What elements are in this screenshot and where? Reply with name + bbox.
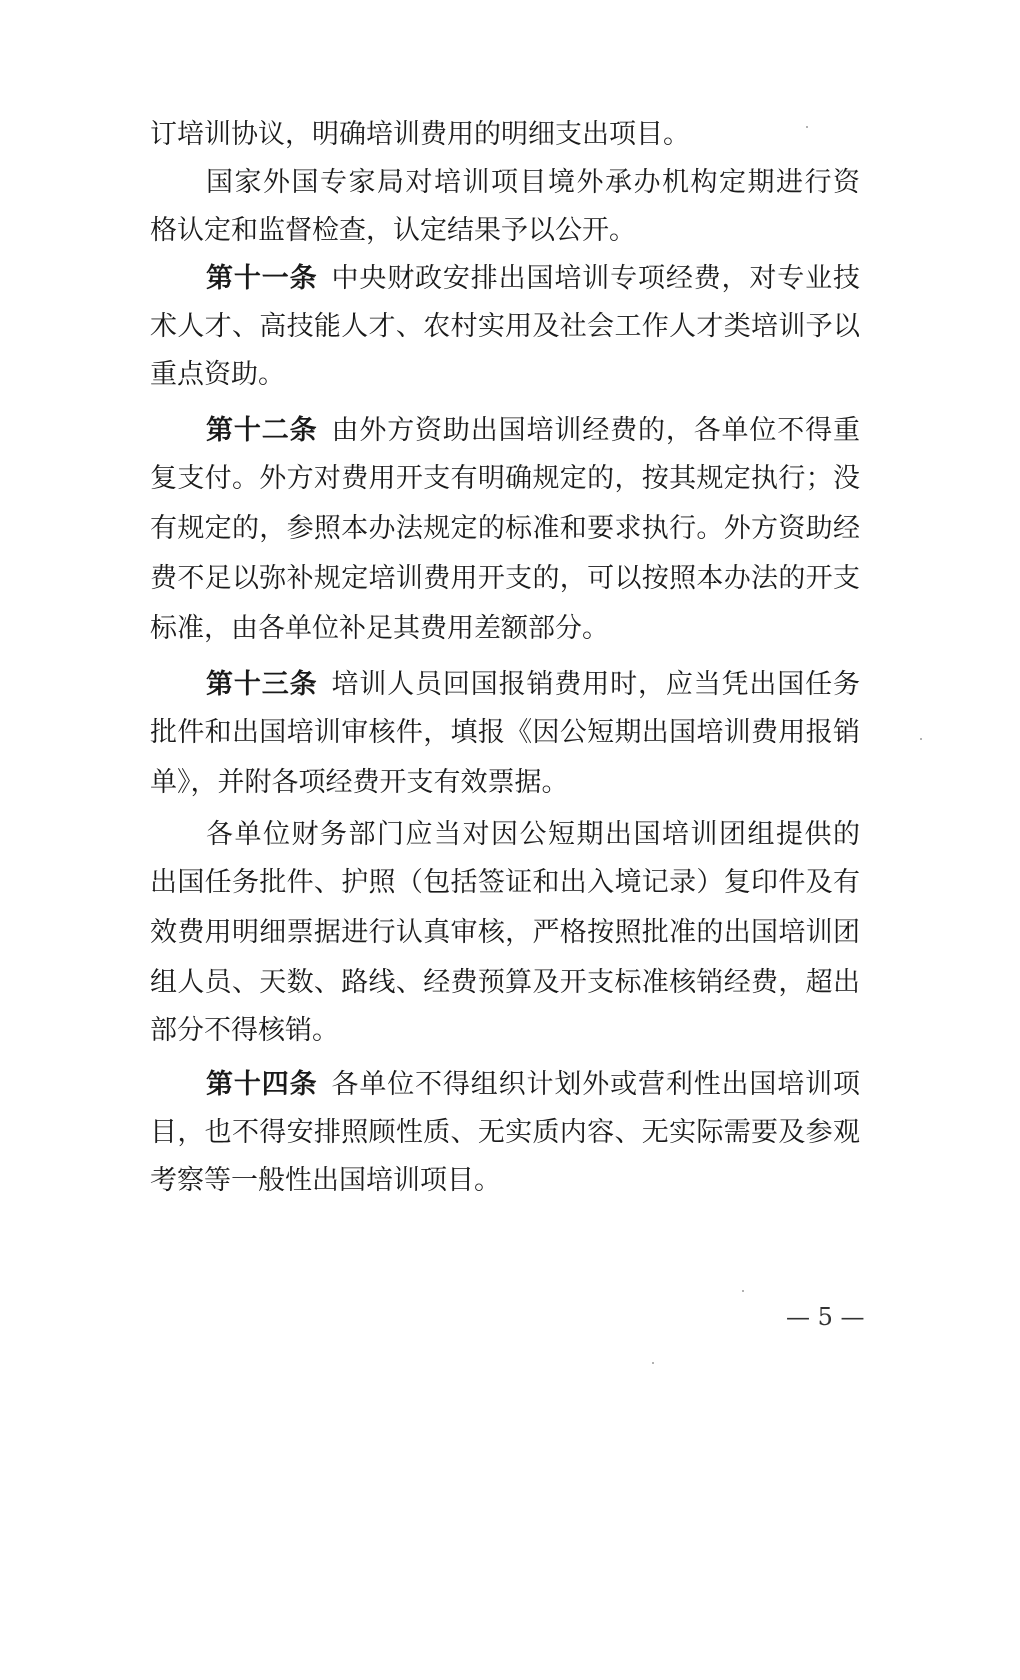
text-line: 格认定和监督检查，认定结果予以公开。 (150, 215, 636, 246)
article-12-line (206, 414, 860, 448)
text-line: 批件和出国培训审核件，填报《因公短期出国培训费用报销 (150, 717, 860, 748)
article-heading: 第十四条 (206, 1069, 318, 1100)
article-heading: 第十一条 (206, 263, 318, 294)
scan-speck (652, 1362, 654, 1364)
scan-speck (806, 126, 808, 128)
page-number: — 5 — (786, 1303, 865, 1331)
text-line: 目，也不得安排照顾性质、无实质内容、无实际需要及参观 (150, 1117, 860, 1148)
text-line: 重点资助。 (150, 359, 285, 390)
text-line: 出国任务批件、护照（包括签证和出入境记录）复印件及有 (150, 867, 860, 898)
text-line: 效费用明细票据进行认真审核，严格按照批准的出国培训团 (150, 917, 860, 948)
article-13-line (206, 668, 860, 702)
text-span: 各单位不得组织计划外或营利性出国培训项 (331, 1069, 861, 1100)
text-line: 单》，并附各项经费开支有效票据。 (150, 767, 569, 798)
text-line: 考察等一般性出国培训项目。 (150, 1165, 501, 1196)
scan-speck (920, 738, 922, 740)
text-line: 国家外国专家局对培训项目境外承办机构定期进行资 (206, 167, 860, 198)
text-line: 订培训协议，明确培训费用的明细支出项目。 (150, 119, 690, 150)
text-line: 复支付。外方对费用开支有明确规定的，按其规定执行；没 (150, 463, 860, 494)
article-heading: 第十二条 (206, 415, 318, 446)
text-line: 有规定的，参照本办法规定的标准和要求执行。外方资助经 (150, 513, 860, 544)
article-11-line (206, 262, 860, 296)
text-line: 组人员、天数、路线、经费预算及开支标准核销经费，超出 (150, 967, 860, 998)
text-span: 培训人员回国报销费用时，应当凭出国任务 (331, 669, 861, 700)
text-line: 费不足以弥补规定培训费用开支的，可以按照本办法的开支 (150, 563, 860, 594)
text-span: 中央财政安排出国培训专项经费，对专业技 (331, 263, 861, 294)
text-line: 标准，由各单位补足其费用差额部分。 (150, 613, 609, 644)
text-line: 各单位财务部门应当对因公短期出国培训团组提供的 (206, 819, 860, 850)
text-line: 部分不得核销。 (150, 1015, 339, 1046)
article-14-line (206, 1068, 860, 1102)
scan-speck (742, 1290, 744, 1292)
text-line: 术人才、高技能人才、农村实用及社会工作人才类培训予以 (150, 311, 860, 342)
article-heading: 第十三条 (206, 669, 318, 700)
text-span: 由外方资助出国培训经费的，各单位不得重 (331, 415, 861, 446)
